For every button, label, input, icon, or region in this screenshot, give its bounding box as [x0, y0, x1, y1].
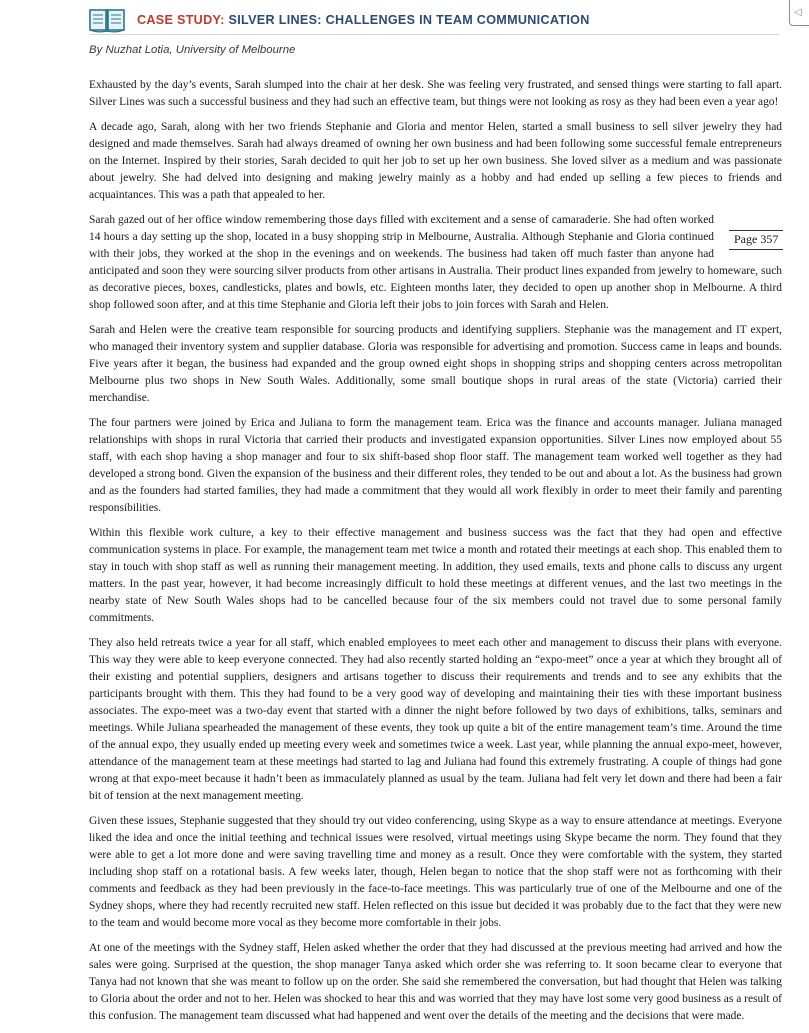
- paragraph-2: A decade ago, Sarah, along with her two friends Stephanie and Gloria and mentor Helen, started a small business to sell silver jewelry they had designed and made themselves. Sarah had always dreamed of owning her own business and had been following some successful female entrepreneurs on the Internet. Inspired by their stories, Sarah decided to quit her job to set up her own business. She loved silver as a medium and was passionate about jewelry. She had delved into designing and making jewelry mainly as a hobby and had ended up selling a few pieces to friends and acquaintances. This was a path that appealed to her.: [89, 121, 782, 201]
- page-marker-spacer: [720, 212, 782, 248]
- paragraph-9: At one of the meetings with the Sydney staff, Helen asked whether the order that they had discussed at the previous meeting had arrived and how the sales were going. Surprised at the question, the shop manager Tanya asked which order she was referring to. It soon became clear to everyone that Tanya had not known that she was meant to follow up on the order. She said she remembered the conversation, but had thought that Helen was talking to Gloria about the order and not to her. Helen was shocked to hear this and was worried that they may have lost some very good business as a result of this confusion. The management team discussed what had happened and went over the details of the meeting and the decisions that were made.: [89, 942, 782, 1022]
- paragraph-6: Within this flexible work culture, a key to their effective management and business success was the fact that they had open and effective communication systems in place. For example, the management team met twice a month and rotated their meetings at each shop. This enabled them to stay in touch with shop staff as well as running their management meeting. In addition, they used emails, texts and phone calls to discuss any urgent matters. In the past year, however, it had become increasingly difficult to hold these meetings at different venues, and the last two meetings in the nearby state of New South Wales shops had to be cancelled because four of the six members could not travel due to some personal family commitments.: [89, 527, 782, 624]
- paragraph-8: Given these issues, Stephanie suggested that they should try out video conferencing, using Skype as a way to ensure attendance at meetings. Everyone liked the idea and once the initial teething and technical issues were resolved, virtual meetings using Skype became the norm. They found that they were able to get a lot more done and were saving travelling time and money as a result. Once they were comfortable with the system, they started including shop staff on a rotational basis. A few weeks later, though, Helen began to notice that the shop staff were not as forthcoming with their comments and feedback as they had been previously in the face-to-face meetings. This was particularly true of one of the Melbourne and one of the Sydney shops, where they had recently recruited new staff. Helen reflected on this issue but decided it was probably due to the fact that they were new to the team and would become more vocal as they become more comfortable in their jobs.: [89, 815, 782, 929]
- paragraph-7: They also held retreats twice a year for all staff, which enabled employees to meet each other and management to discuss their plans with everyone. This way they were able to keep everyone connected. They had also recently started holding an “expo-meet” once a year at which they brought all of their existing and potential suppliers, designers and artisans together to discuss their requirements and trends and to see any exhibits that the participants brought with them. This they had found to be a very good way of developing and maintaining their ties with these important business associates. The expo-meet was a two-day event that started with a dinner the night before followed by two days of exhibitions, talks, seminars and meetings. While Juliana spearheaded the management of these events, they took up quite a bit of the entire management team’s time. Around the time of the annual expo, they usually ended up meeting every week and sometimes twice a week. Last year, while planning the annual expo-meet, however, attendance of the management team at these meetings had started to lag and Juliana had found this extremely frustrating. A couple of things had gone wrong at that expo-meet because it hadn’t been as immaculately planned as usual by the team. Juliana had felt very let down and there had been a fair bit of tension at the next management meeting.: [89, 637, 782, 802]
- paragraph-4: Sarah and Helen were the creative team responsible for sourcing products and identifying suppliers. Stephanie was the management and IT expert, who managed their inventory system and supplier database. Gloria was responsible for advertising and promotion. Success came in leaps and bounds. Five years after it began, the business had expanded and the group owned eight shops in shopping strips and shopping centers across metropolitan Melbourne plus two shops in New South Wales. Additionally, some small boutique shops in rural areas of the state (Victoria) carried their merchandise.: [89, 324, 782, 404]
- paragraph-5: The four partners were joined by Erica and Juliana to form the management team. Erica was the finance and accounts manager. Juliana managed relationships with shops in rural Victoria that carried their products and investigated expansion opportunities. Silver Lines now employed about 55 staff, with each shop having a shop manager and four to six shift-based shop floor staff. The management team worked well together as they had developed a strong bond. Given the expansion of the business and their different roles, they tended to be out and about a lot. As the business had grown and as the founders had started families, they had made a commitment that they would all work flexibly in order to meet their family and parenting responsibilities.: [89, 417, 782, 514]
- paragraph-3: [89, 212, 782, 314]
- page-number-marker: Page 357: [729, 230, 783, 250]
- header-divider: [89, 34, 779, 35]
- paragraph-3-text: Sarah gazed out of her office window remembering those days filled with excitement and a sense of camaraderie. She had often worked 14 hours a day setting up the shop, located in a busy shopping strip in Melbourne, Australia. Although Stephanie and Gloria continued with their jobs, they worked at the shop in the evenings and on weekends. The business had taken off much faster than anyone had anticipated and soon they were sourcing silver products from other artisans in Australia. Their product lines expanded from jewelry to homeware, such as decorative pieces, boxes, candlesticks, plates and bowls, etc. Eighteen months later, they decided to open up another shop in Melbourne. A third shop followed soon after, and at this time Stephanie and Gloria left their jobs to join forces with Sarah and Helen.: [89, 214, 782, 311]
- author-byline: By Nuzhat Lotia, University of Melbourne: [89, 44, 296, 56]
- collapse-panel-icon[interactable]: ◁: [789, 0, 809, 26]
- article-body: [89, 77, 782, 1033]
- case-study-prefix: CASE STUDY:: [137, 13, 225, 27]
- open-book-icon: [89, 7, 125, 33]
- case-study-title: [137, 13, 590, 27]
- case-study-name: SILVER LINES: CHALLENGES IN TEAM COMMUNICATION: [228, 13, 590, 27]
- case-study-header: [89, 6, 590, 34]
- paragraph-1: Exhausted by the day’s events, Sarah slumped into the chair at her desk. She was feeling very frustrated, and sensed things were starting to fall apart. Silver Lines was such a successful business and they had such an effective team, but things were not looking as rosy as they had been even a year ago!: [89, 79, 782, 108]
